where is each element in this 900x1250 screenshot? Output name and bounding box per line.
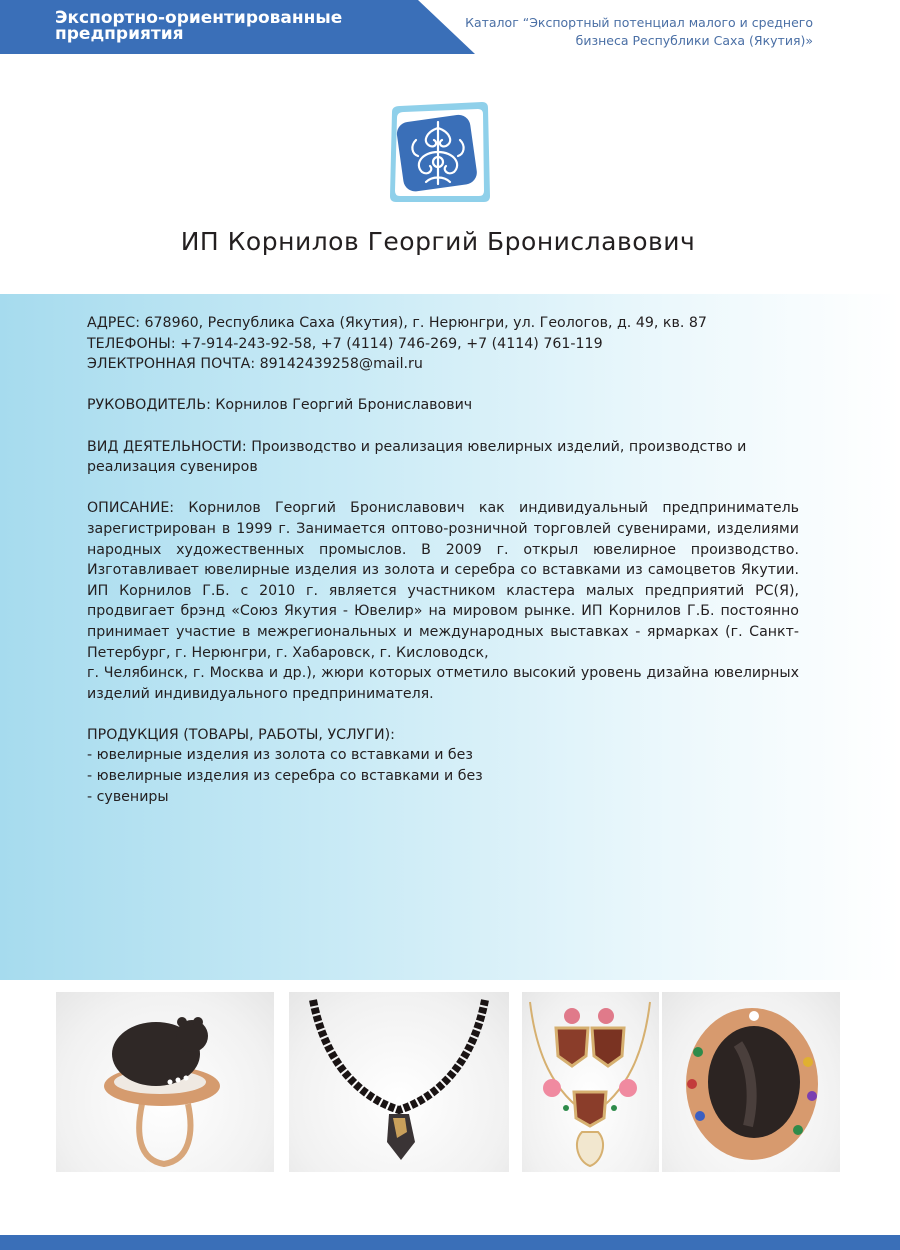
product-item-silver: - ювелирные изделия из серебра со вставками и без xyxy=(87,768,483,785)
company-name: ИП Корнилов Георгий Брониславович xyxy=(180,227,696,256)
footer-bar xyxy=(0,1235,900,1250)
photo-black-bead-necklace xyxy=(289,992,509,1172)
photo-bear-ring xyxy=(56,992,274,1172)
description-part-1: ОПИСАНИЕ: Корнилов Георгий Брониславович как индивидуальный предприниматель зарегистрирован в 1999 г. Занимается оптово-розничной торговлей сувенирами, изделиями народных художественных промыслов. В 2009 г. открыл ювелирное производство. Изготавливает ювелирные изделия из золота и серебра со вставками из самоцветов Якутии. ИП Корнилов Г.Б. с 2010 г. является участником кластера малых предприятий РС(Я), продвигает брэнд «Союз Якутия - Ювелир» на мировом рынке. ИП Корнилов Г.Б. постоянно принимает участие в межрегиональных и международных выставках - ярмарках (г. Санкт-Петербург, г. Нерюнгри, г. Хабаровск, г. Кисловодск, xyxy=(87,500,799,661)
phones: ТЕЛЕФОНЫ: +7-914-243-92-58, +7 (4114) 746-269, +7 (4114) 761-119 xyxy=(87,335,603,352)
product-item-gold: - ювелирные изделия из золота со вставками и без xyxy=(87,747,473,764)
activity: ВИД ДЕЯТЕЛЬНОСТИ: Производство и реализация ювелирных изделий, производство и реализация сувениров xyxy=(87,438,747,476)
company-info xyxy=(87,313,799,807)
email: ЭЛЕКТРОННАЯ ПОЧТА: 89142439258@mail.ru xyxy=(87,356,423,373)
address: АДРЕС: 678960, Республика Саха (Якутия), г. Нерюнгри, ул. Геологов, д. 49, кв. 87 xyxy=(87,315,707,331)
catalog-title: Каталог “Экспортный потенциал малого и среднего бизнеса Республики Саха (Якутия)» xyxy=(465,15,813,48)
description-part-2: г. Челябинск, г. Москва и др.), жюри которых отметило высокий уровень дизайна ювелирных изделий индивидуального предпринимателя. xyxy=(87,665,799,702)
product-item-souvenirs: - сувениры xyxy=(87,788,169,805)
yakut-ornament-logo-icon xyxy=(386,98,492,206)
section-title: Экспортно-ориентированные предприятия xyxy=(55,8,343,44)
director: РУКОВОДИТЕЛЬ: Корнилов Георгий Брониславович xyxy=(87,397,473,414)
product-photos xyxy=(0,980,900,1190)
products-title: ПРОДУКЦИЯ (ТОВАРЫ, РАБОТЫ, УСЛУГИ): xyxy=(87,726,395,743)
photo-gem-earrings-necklace xyxy=(522,992,659,1172)
photo-gem-ring xyxy=(662,992,840,1172)
